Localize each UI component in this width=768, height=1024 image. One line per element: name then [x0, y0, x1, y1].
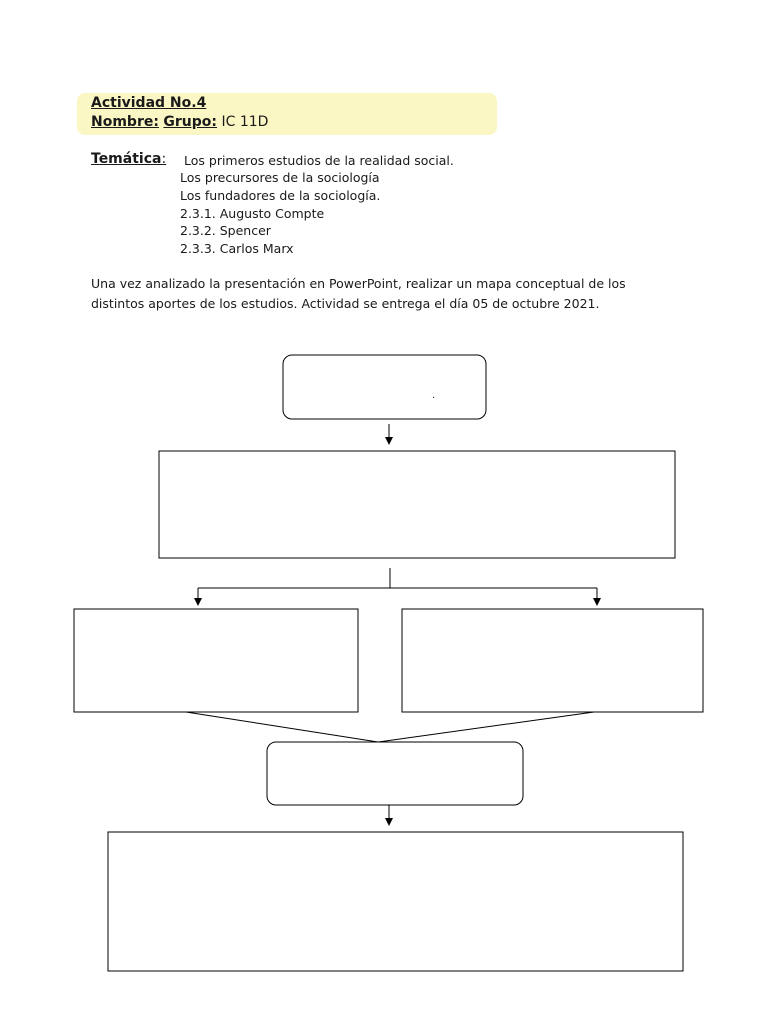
topic-item: Los precursores de la sociología — [180, 170, 380, 185]
group-value: IC 11D — [221, 114, 269, 130]
converge-left — [186, 712, 378, 742]
tematica-label: Temática — [91, 151, 162, 167]
map-bottom-box — [108, 832, 683, 971]
map-left-box — [74, 609, 358, 712]
map-right-box — [402, 609, 703, 712]
topic-item: Los fundadores de la sociología. — [180, 188, 381, 203]
tematica-colon: : — [161, 151, 167, 167]
converge-right — [378, 712, 594, 742]
name-label: Nombre: — [91, 114, 159, 130]
topic-item: 2.3.3. Carlos Marx — [180, 241, 294, 256]
topic-item: 2.3.1. Augusto Compte — [180, 206, 325, 221]
instructions-line-1: Una vez analizado la presentación en PowerPoint, realizar un mapa conceptual de los — [91, 276, 626, 291]
topic-item: 2.3.2. Spencer — [180, 223, 271, 238]
map-middle-box — [267, 742, 523, 805]
topic-item: Los primeros estudios de la realidad social. — [184, 153, 454, 168]
map-main-box — [159, 451, 675, 558]
instructions-line-2: distintos aportes de los estudios. Actividad se entrega el día 05 de octubre 2021. — [91, 296, 600, 311]
top-box-mark: . — [432, 390, 436, 401]
group-label: Grupo: — [163, 114, 218, 130]
activity-title: Actividad No.4 — [91, 95, 207, 111]
map-top-box — [283, 355, 486, 419]
